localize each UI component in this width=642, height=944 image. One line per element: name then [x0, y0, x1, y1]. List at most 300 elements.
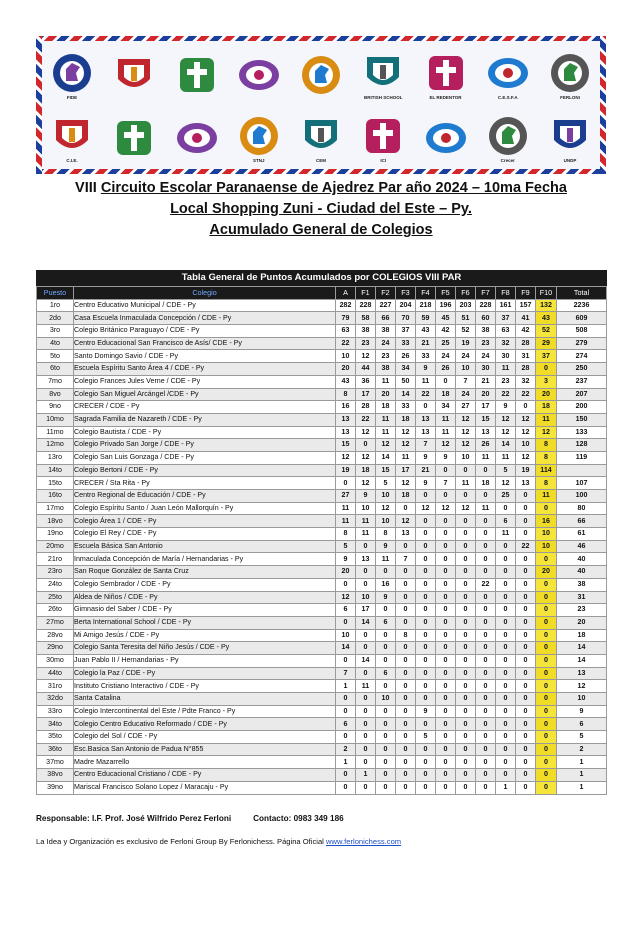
column-header: F5: [436, 287, 456, 300]
table-row: [37, 756, 607, 769]
rank-cell: 37mo: [37, 756, 74, 769]
total-cell: 14: [557, 654, 607, 667]
table-row: [37, 464, 607, 477]
school-cell: Colegio Privado San Jorge / CDE - Py: [74, 439, 336, 452]
score-cell: 0: [516, 604, 536, 617]
score-cell: 60: [476, 312, 496, 325]
school-cell: Aldea de Niños / CDE - Py: [74, 591, 336, 604]
score-cell: 36: [356, 375, 376, 388]
rank-cell: 27mo: [37, 616, 74, 629]
chess-club-seal-icon: [295, 47, 347, 103]
score-cell: 8: [536, 477, 557, 490]
footer-note: La Idea y Organización es exclusivo de Ferloni Group By Ferlonichess. Página Oficial www.ferlonichess.com: [36, 837, 402, 846]
score-cell: 7: [436, 477, 456, 490]
ici-runner-icon: [357, 110, 409, 166]
score-cell: 32: [516, 375, 536, 388]
score-cell: 20: [536, 566, 557, 579]
crecer-logo-icon: [482, 110, 534, 166]
score-cell: 11: [356, 528, 376, 541]
score-cell: 0: [376, 718, 396, 731]
score-cell: 16: [536, 515, 557, 528]
score-cell: 0: [396, 591, 416, 604]
score-cell: 0: [416, 566, 436, 579]
rank-cell: 5to: [37, 350, 74, 363]
rank-cell: 7mo: [37, 375, 74, 388]
score-cell: 11: [356, 515, 376, 528]
rank-cell: 15to: [37, 477, 74, 490]
score-cell: 58: [356, 312, 376, 325]
score-cell: 19: [516, 464, 536, 477]
score-cell: 0: [416, 528, 436, 541]
score-cell: 9: [416, 477, 436, 490]
total-cell: 5: [557, 731, 607, 744]
table-row: [37, 528, 607, 541]
score-cell: 12: [536, 426, 557, 439]
score-cell: 26: [476, 439, 496, 452]
score-cell: 18: [396, 413, 416, 426]
score-cell: 12: [356, 477, 376, 490]
score-cell: 11: [536, 413, 557, 426]
score-cell: 0: [436, 616, 456, 629]
score-cell: 228: [476, 299, 496, 312]
total-cell: 250: [557, 363, 607, 376]
score-cell: 0: [416, 604, 436, 617]
score-cell: 0: [436, 718, 456, 731]
score-cell: 0: [476, 642, 496, 655]
school-cell: Mariscal Francisco Solano Lopez / Maracaju - Py: [74, 781, 336, 794]
score-cell: 0: [476, 616, 496, 629]
score-cell: 6: [336, 604, 356, 617]
score-cell: 13: [356, 553, 376, 566]
table-body: [37, 299, 607, 794]
score-cell: 6: [496, 515, 516, 528]
total-cell: 66: [557, 515, 607, 528]
total-cell: 80: [557, 502, 607, 515]
score-cell: 0: [496, 578, 516, 591]
score-cell: 11: [496, 528, 516, 541]
score-cell: 22: [356, 413, 376, 426]
total-cell: 1: [557, 781, 607, 794]
score-cell: 19: [456, 337, 476, 350]
score-cell: 0: [496, 642, 516, 655]
table-row: [37, 401, 607, 414]
school-cell: Berta International School / CDE - Py: [74, 616, 336, 629]
score-cell: 0: [376, 566, 396, 579]
school-cell: Colegio El Rey / CDE - Py: [74, 528, 336, 541]
score-cell: 11: [436, 426, 456, 439]
score-cell: 1: [496, 781, 516, 794]
school-cell: Mi Amigo Jesús / CDE - Py: [74, 629, 336, 642]
cie-school-icon: [46, 110, 98, 166]
logo-caption: C.E.S.F.A: [497, 94, 518, 100]
table-row: [37, 629, 607, 642]
school-cell: Madre Mazarrello: [74, 756, 336, 769]
score-cell: 30: [476, 363, 496, 376]
score-cell: 9: [416, 451, 436, 464]
rank-cell: 31ro: [37, 680, 74, 693]
score-cell: 1: [336, 680, 356, 693]
score-cell: 11: [376, 413, 396, 426]
table-row: [37, 515, 607, 528]
rank-cell: 29no: [37, 642, 74, 655]
score-cell: 0: [336, 693, 356, 706]
score-cell: 0: [396, 756, 416, 769]
score-cell: 12: [376, 502, 396, 515]
rank-cell: 14to: [37, 464, 74, 477]
score-cell: 0: [516, 743, 536, 756]
score-cell: 79: [336, 312, 356, 325]
score-cell: 114: [536, 464, 557, 477]
table-row: [37, 667, 607, 680]
rank-cell: 35to: [37, 731, 74, 744]
score-cell: 28: [356, 401, 376, 414]
rank-cell: 3ro: [37, 325, 74, 338]
score-cell: 0: [356, 629, 376, 642]
rank-cell: 4to: [37, 337, 74, 350]
banner-border-top: [36, 36, 606, 41]
school-cell: San Roque González de Santa Cruz: [74, 566, 336, 579]
score-cell: 0: [456, 642, 476, 655]
total-cell: 31: [557, 591, 607, 604]
school-cell: Inmaculada Concepción de María / Hernandarias - Py: [74, 553, 336, 566]
score-cell: 0: [396, 642, 416, 655]
score-cell: 0: [516, 401, 536, 414]
table-caption: Tabla General de Puntos Acumulados por COLEGIOS VIII PAR: [36, 270, 607, 286]
score-cell: 24: [376, 337, 396, 350]
score-cell: 0: [416, 781, 436, 794]
score-cell: 63: [496, 325, 516, 338]
score-cell: 0: [476, 654, 496, 667]
score-cell: 8: [396, 629, 416, 642]
score-cell: 10: [536, 528, 557, 541]
score-cell: 45: [436, 312, 456, 325]
score-cell: 0: [356, 718, 376, 731]
score-cell: 0: [336, 616, 356, 629]
score-cell: 11: [476, 502, 496, 515]
score-cell: 0: [536, 769, 557, 782]
score-cell: 0: [436, 667, 456, 680]
score-cell: 0: [396, 769, 416, 782]
table-row: [37, 477, 607, 490]
score-cell: 0: [436, 731, 456, 744]
table-row: [37, 299, 607, 312]
score-cell: 9: [376, 591, 396, 604]
score-cell: 0: [376, 642, 396, 655]
rank-cell: 24to: [37, 578, 74, 591]
score-cell: 0: [356, 781, 376, 794]
school-cell: Colegio Bertoni / CDE - Py: [74, 464, 336, 477]
score-cell: 12: [356, 426, 376, 439]
total-cell: 10: [557, 693, 607, 706]
score-cell: 12: [396, 477, 416, 490]
score-cell: 24: [476, 350, 496, 363]
score-cell: 18: [396, 490, 416, 503]
score-cell: 21: [416, 464, 436, 477]
score-cell: 0: [436, 375, 456, 388]
column-header: F3: [396, 287, 416, 300]
score-cell: 0: [436, 604, 456, 617]
score-cell: 0: [376, 654, 396, 667]
total-cell: 9: [557, 705, 607, 718]
school-cell: Colegio Centro Educativo Reformado / CDE - Py: [74, 718, 336, 731]
score-cell: 12: [456, 502, 476, 515]
score-cell: 18: [376, 401, 396, 414]
score-cell: 7: [336, 667, 356, 680]
score-cell: 0: [436, 490, 456, 503]
score-cell: 33: [416, 350, 436, 363]
score-cell: 0: [416, 680, 436, 693]
score-cell: 12: [376, 439, 396, 452]
score-cell: 0: [436, 769, 456, 782]
score-cell: 0: [536, 718, 557, 731]
logo-caption: BRITISH SCHOOL: [363, 94, 403, 100]
score-cell: 0: [416, 756, 436, 769]
score-cell: 0: [456, 578, 476, 591]
score-cell: 0: [416, 642, 436, 655]
total-cell: 6: [557, 718, 607, 731]
score-cell: 0: [496, 566, 516, 579]
score-cell: 28: [516, 337, 536, 350]
total-cell: 274: [557, 350, 607, 363]
rank-cell: 13ro: [37, 451, 74, 464]
column-header: F1: [356, 287, 376, 300]
table-row: [37, 604, 607, 617]
score-cell: 9: [436, 451, 456, 464]
score-cell: 0: [396, 718, 416, 731]
score-cell: 0: [356, 743, 376, 756]
table-row: [37, 540, 607, 553]
table-row: [37, 426, 607, 439]
score-cell: 0: [436, 654, 456, 667]
eic-logo-icon: [233, 47, 285, 103]
total-cell: 46: [557, 540, 607, 553]
score-cell: 0: [516, 718, 536, 731]
score-cell: 0: [396, 616, 416, 629]
ferloni-chess-icon: [544, 47, 596, 103]
official-site-link[interactable]: www.ferlonichess.com: [326, 837, 402, 846]
logo-row-top: [46, 44, 596, 106]
score-cell: 51: [456, 312, 476, 325]
score-cell: 0: [496, 680, 516, 693]
score-cell: 11: [476, 451, 496, 464]
score-cell: 9: [356, 490, 376, 503]
standings-table: [36, 270, 607, 795]
score-cell: 11: [376, 553, 396, 566]
score-cell: 0: [416, 490, 436, 503]
score-cell: 0: [416, 515, 436, 528]
cross-crest-icon: [171, 47, 223, 103]
score-cell: 24: [456, 350, 476, 363]
school-cell: Colegio Frances Jules Verne / CDE - Py: [74, 375, 336, 388]
score-cell: 25: [496, 490, 516, 503]
score-cell: 0: [456, 566, 476, 579]
score-cell: 0: [436, 464, 456, 477]
score-cell: 0: [436, 591, 456, 604]
score-cell: 11: [456, 477, 476, 490]
score-cell: 0: [536, 604, 557, 617]
british-school-crest-icon: [357, 47, 409, 103]
score-cell: 10: [336, 350, 356, 363]
score-cell: 38: [476, 325, 496, 338]
score-cell: 0: [476, 680, 496, 693]
score-cell: 7: [416, 439, 436, 452]
score-cell: 227: [376, 299, 396, 312]
rank-cell: 36to: [37, 743, 74, 756]
score-cell: 11: [376, 375, 396, 388]
score-cell: 43: [416, 325, 436, 338]
score-cell: 0: [376, 680, 396, 693]
school-cell: Colegio Sembrador / CDE - Py: [74, 578, 336, 591]
score-cell: 0: [496, 718, 516, 731]
column-header: Colegio: [74, 287, 336, 300]
score-cell: 0: [476, 591, 496, 604]
table-row: [37, 743, 607, 756]
banner-border-bottom: [36, 169, 606, 174]
school-cell: Colegio San Luis Gonzaga / CDE - Py: [74, 451, 336, 464]
score-cell: 37: [536, 350, 557, 363]
score-cell: 0: [416, 553, 436, 566]
score-cell: 8: [376, 528, 396, 541]
school-cell: Sagrada Familia de Nazareth / CDE - Py: [74, 413, 336, 426]
score-cell: 16: [336, 401, 356, 414]
score-cell: 0: [436, 693, 456, 706]
school-cell: Esc.Basica San Antonio de Padua N°855: [74, 743, 336, 756]
score-cell: 0: [376, 731, 396, 744]
score-cell: 161: [496, 299, 516, 312]
score-cell: 0: [536, 642, 557, 655]
score-cell: 11: [336, 515, 356, 528]
school-cell: Colegio del Sol / CDE - Py: [74, 731, 336, 744]
score-cell: 0: [436, 540, 456, 553]
score-cell: 28: [516, 363, 536, 376]
score-cell: 0: [516, 528, 536, 541]
score-cell: 0: [476, 528, 496, 541]
table-row: [37, 731, 607, 744]
score-cell: 14: [496, 439, 516, 452]
score-cell: 0: [496, 502, 516, 515]
school-cell: Santo Domingo Savio / CDE - Py: [74, 350, 336, 363]
score-cell: 10: [356, 591, 376, 604]
score-cell: 0: [476, 769, 496, 782]
score-cell: 26: [396, 350, 416, 363]
score-cell: 0: [456, 604, 476, 617]
total-cell: 18: [557, 629, 607, 642]
score-cell: 2: [336, 743, 356, 756]
table-row: [37, 591, 607, 604]
score-cell: 0: [356, 540, 376, 553]
rank-cell: 39no: [37, 781, 74, 794]
score-cell: 14: [376, 451, 396, 464]
stinj-crest-icon: [233, 110, 285, 166]
score-cell: 13: [336, 426, 356, 439]
score-cell: 30: [496, 350, 516, 363]
score-cell: 17: [396, 464, 416, 477]
score-cell: 0: [456, 490, 476, 503]
score-cell: 11: [416, 375, 436, 388]
total-cell: 107: [557, 477, 607, 490]
school-cell: CRECER / CDE - Py: [74, 401, 336, 414]
column-header: Puesto: [37, 287, 74, 300]
score-cell: 10: [536, 540, 557, 553]
table-row: [37, 553, 607, 566]
score-cell: 1: [336, 756, 356, 769]
score-cell: 12: [456, 413, 476, 426]
rank-cell: 11mo: [37, 426, 74, 439]
score-cell: 0: [476, 781, 496, 794]
score-cell: 0: [416, 718, 436, 731]
score-cell: 0: [516, 705, 536, 718]
chess-knight-fide-icon: [46, 47, 98, 103]
score-cell: 0: [436, 781, 456, 794]
school-cell: Juan Pablo II / Hernandarias - Py: [74, 654, 336, 667]
rank-cell: 16to: [37, 490, 74, 503]
score-cell: 7: [396, 553, 416, 566]
score-cell: 0: [396, 693, 416, 706]
score-cell: 282: [336, 299, 356, 312]
score-cell: 12: [436, 502, 456, 515]
score-cell: 14: [356, 616, 376, 629]
score-cell: 8: [336, 388, 356, 401]
total-cell: 23: [557, 604, 607, 617]
score-cell: 228: [356, 299, 376, 312]
score-cell: 0: [536, 781, 557, 794]
score-cell: 12: [436, 439, 456, 452]
school-cell: Colegio Británico Paraguayo / CDE - Py: [74, 325, 336, 338]
score-cell: 0: [336, 769, 356, 782]
school-cell: Colegio Área 1 / CDE - Py: [74, 515, 336, 528]
score-cell: 23: [476, 337, 496, 350]
score-cell: 0: [456, 769, 476, 782]
score-cell: 10: [376, 693, 396, 706]
score-cell: 0: [536, 502, 557, 515]
score-cell: 0: [436, 680, 456, 693]
rank-cell: 23ro: [37, 566, 74, 579]
column-header: F6: [456, 287, 476, 300]
score-cell: 19: [336, 464, 356, 477]
score-cell: 0: [436, 553, 456, 566]
score-cell: 0: [336, 578, 356, 591]
score-cell: 7: [456, 375, 476, 388]
banner-border-left: [36, 36, 42, 174]
total-cell: 38: [557, 578, 607, 591]
score-cell: 204: [396, 299, 416, 312]
score-cell: 22: [476, 578, 496, 591]
score-cell: 12: [336, 451, 356, 464]
score-cell: 0: [476, 566, 496, 579]
column-header: F7: [476, 287, 496, 300]
score-cell: 20: [376, 388, 396, 401]
school-cell: Santa Catalina: [74, 693, 336, 706]
score-cell: 0: [336, 705, 356, 718]
school-cell: Colegio San Miguel Arcángel /CDE - Py: [74, 388, 336, 401]
score-cell: 52: [536, 325, 557, 338]
score-cell: 13: [516, 477, 536, 490]
score-cell: 12: [516, 413, 536, 426]
score-cell: 0: [476, 553, 496, 566]
score-cell: 0: [456, 718, 476, 731]
score-cell: 0: [416, 591, 436, 604]
score-cell: 0: [456, 705, 476, 718]
score-cell: 12: [516, 426, 536, 439]
total-cell: 61: [557, 528, 607, 541]
score-cell: 0: [436, 705, 456, 718]
score-cell: 38: [356, 325, 376, 338]
table-row: [37, 769, 607, 782]
score-cell: 0: [536, 591, 557, 604]
score-cell: 0: [456, 693, 476, 706]
score-cell: 14: [396, 388, 416, 401]
score-cell: 0: [536, 616, 557, 629]
